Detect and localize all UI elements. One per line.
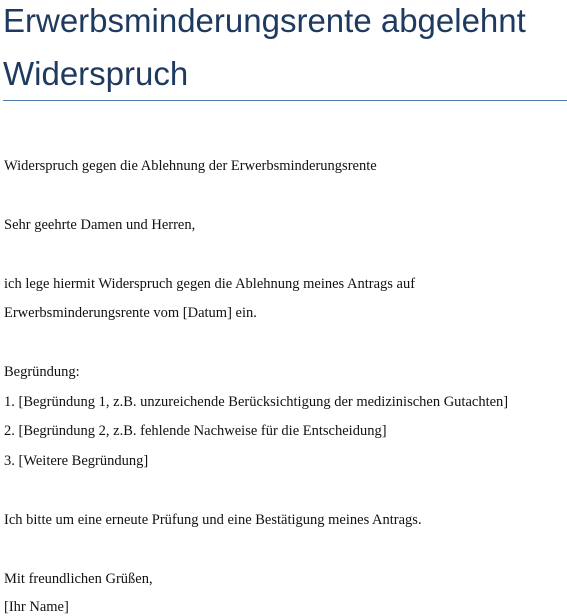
title-line-1: Erwerbsminderungsrente abgelehnt <box>3 2 526 39</box>
document-title <box>3 0 567 100</box>
reason-item-2: 2. [Begründung 2, z.B. fehlende Nachweise für die Entscheidung] <box>4 423 387 439</box>
request-line: Ich bitte um eine erneute Prüfung und eine Bestätigung meines Antrags. <box>4 512 422 528</box>
intro-line-1: ich lege hiermit Widerspruch gegen die Ablehnung meines Antrags auf <box>4 276 416 292</box>
reasons-heading: Begründung: <box>4 364 80 380</box>
subject-line: Widerspruch gegen die Ablehnung der Erwerbsminderungsrente <box>4 158 377 174</box>
title-divider <box>3 100 567 101</box>
title-line-2: Widerspruch <box>3 55 189 92</box>
intro-line-2: Erwerbsminderungsrente vom [Datum] ein. <box>4 305 257 321</box>
signature-line: [Ihr Name] <box>4 599 69 615</box>
reason-item-1: 1. [Begründung 1, z.B. unzureichende Berücksichtigung der medizinischen Gutachten] <box>4 394 509 410</box>
salutation: Sehr geehrte Damen und Herren, <box>4 217 196 233</box>
closing-line: Mit freundlichen Grüßen, <box>4 571 153 587</box>
reason-item-3: 3. [Weitere Begründung] <box>4 453 149 469</box>
